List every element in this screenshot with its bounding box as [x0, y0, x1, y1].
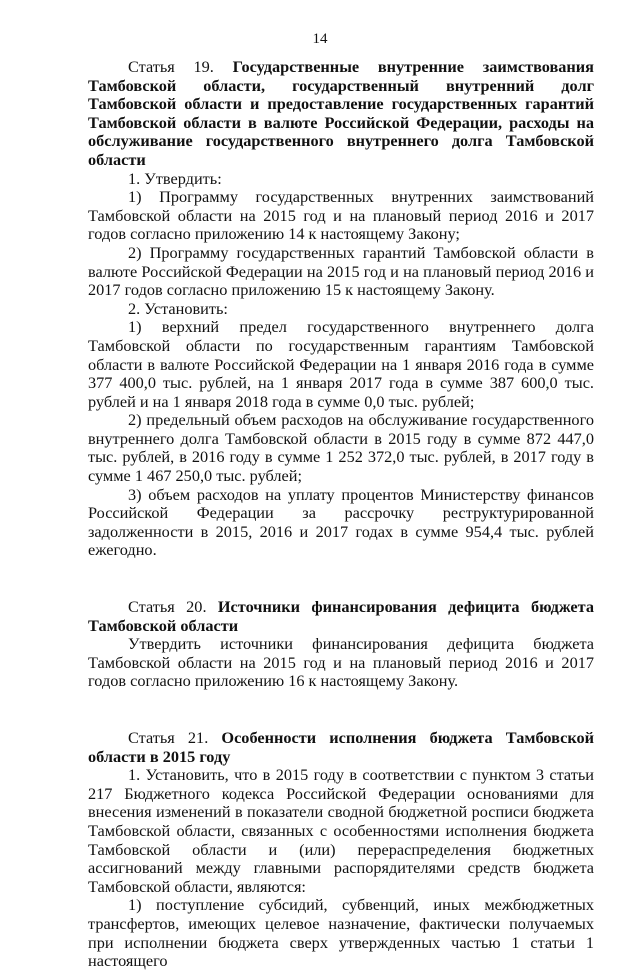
article-20-title: Источники финансирования дефицита бюджета Тамбовской области	[88, 597, 594, 635]
spacer	[88, 560, 594, 579]
article-21-item-1-1: 1) поступление субсидий, субвенций, иных межбюджетных трансфертов, имеющих целевое назначение, фактически получаемых при исполнении бюджета сверх утвержденных частью 1 статьи 1 настоящего	[88, 895, 594, 971]
article-19-paragraph-1: 1. Утвердить:	[128, 168, 222, 188]
page-number: 14	[312, 31, 328, 47]
article-21-title: Особенности исполнения бюджета Тамбовской области в 2015 году	[88, 728, 595, 766]
article-19-item-2-1: 1) верхний предел государственного внутреннего долга Тамбовской области по государственным гарантиям Тамбовской области в валюте Российской Федерации на 1 января 2016 года в сумме 377 400,0 тыс. рублей, на 1 января 2017 года в сумме 387 600,0 тыс. рублей и на 1 января 2018 года в сумме 0,0 тыс. рублей;	[88, 317, 594, 411]
spacer	[88, 691, 594, 710]
article-19-item-1-2: 2) Программу государственных гарантий Тамбовской области в валюте Российской Федерации на 2015 год и на плановый период 2016 и 2017 годов согласно приложению 15 к настоящему Закону.	[88, 242, 594, 300]
article-19-item-2-3: 3) объем расходов на уплату процентов Министерству финансов Российской Федерации за рассрочку реструктурированной задолженности в 2015, 2016 и 2017 годах в сумме 954,4 тыс. рублей ежегодно.	[88, 484, 594, 560]
article-21-label: Статья 21.	[128, 728, 209, 747]
article-20-label: Статья 20.	[128, 597, 207, 617]
article-21-heading	[88, 729, 594, 766]
article-19-heading	[88, 58, 594, 170]
article-20-heading	[88, 598, 594, 635]
article-19-label: Статья 19.	[128, 57, 214, 76]
article-20-paragraph: Утвердить источники финансирования дефицита бюджета Тамбовской области на 2015 год и на плановый период 2016 и 2017 годов согласно приложению 16 к настоящему Закону.	[88, 634, 594, 691]
spacer	[88, 579, 594, 598]
article-21-paragraph-1: 1. Установить, что в 2015 году в соответствии с пунктом 3 статьи 217 Бюджетного кодекса Российской Федерации основаниями для внесения изменений в показатели сводной бюджетной росписи бюджета Тамбовской области, связанных с особенностями исполнения бюджета Тамбовской области и (или) перераспределения бюджетных ассигнований между главными распорядителями средств бюджета Тамбовской области, являются:	[88, 765, 594, 896]
article-19-paragraph-2: 2. Установить:	[128, 298, 228, 318]
article-19-item-1-1: 1) Программу государственных внутренних заимствований Тамбовской области на 2015 год и на плановый период 2016 и 2017 годов согласно приложению 14 к настоящему Закону;	[88, 187, 594, 244]
document-body	[88, 58, 594, 971]
article-19-title: Государственные внутренние заимствования Тамбовской области, государственный внутренний долг Тамбовской области и предоставление государственных гарантий Тамбовской области в валюте Российской Федерации, расходы на обслуживание государственного внутреннего долга Тамбовской области	[88, 57, 594, 169]
article-19-item-2-2: 2) предельный объем расходов на обслуживание государственного внутреннего долга Тамбовской области в 2015 году в сумме 872 447,0 тыс. рублей, в 2016 году в сумме 1 252 372,0 тыс. рублей, в 2017 году в сумме 1 467 250,0 тыс. рублей;	[88, 410, 594, 486]
spacer	[88, 710, 594, 729]
